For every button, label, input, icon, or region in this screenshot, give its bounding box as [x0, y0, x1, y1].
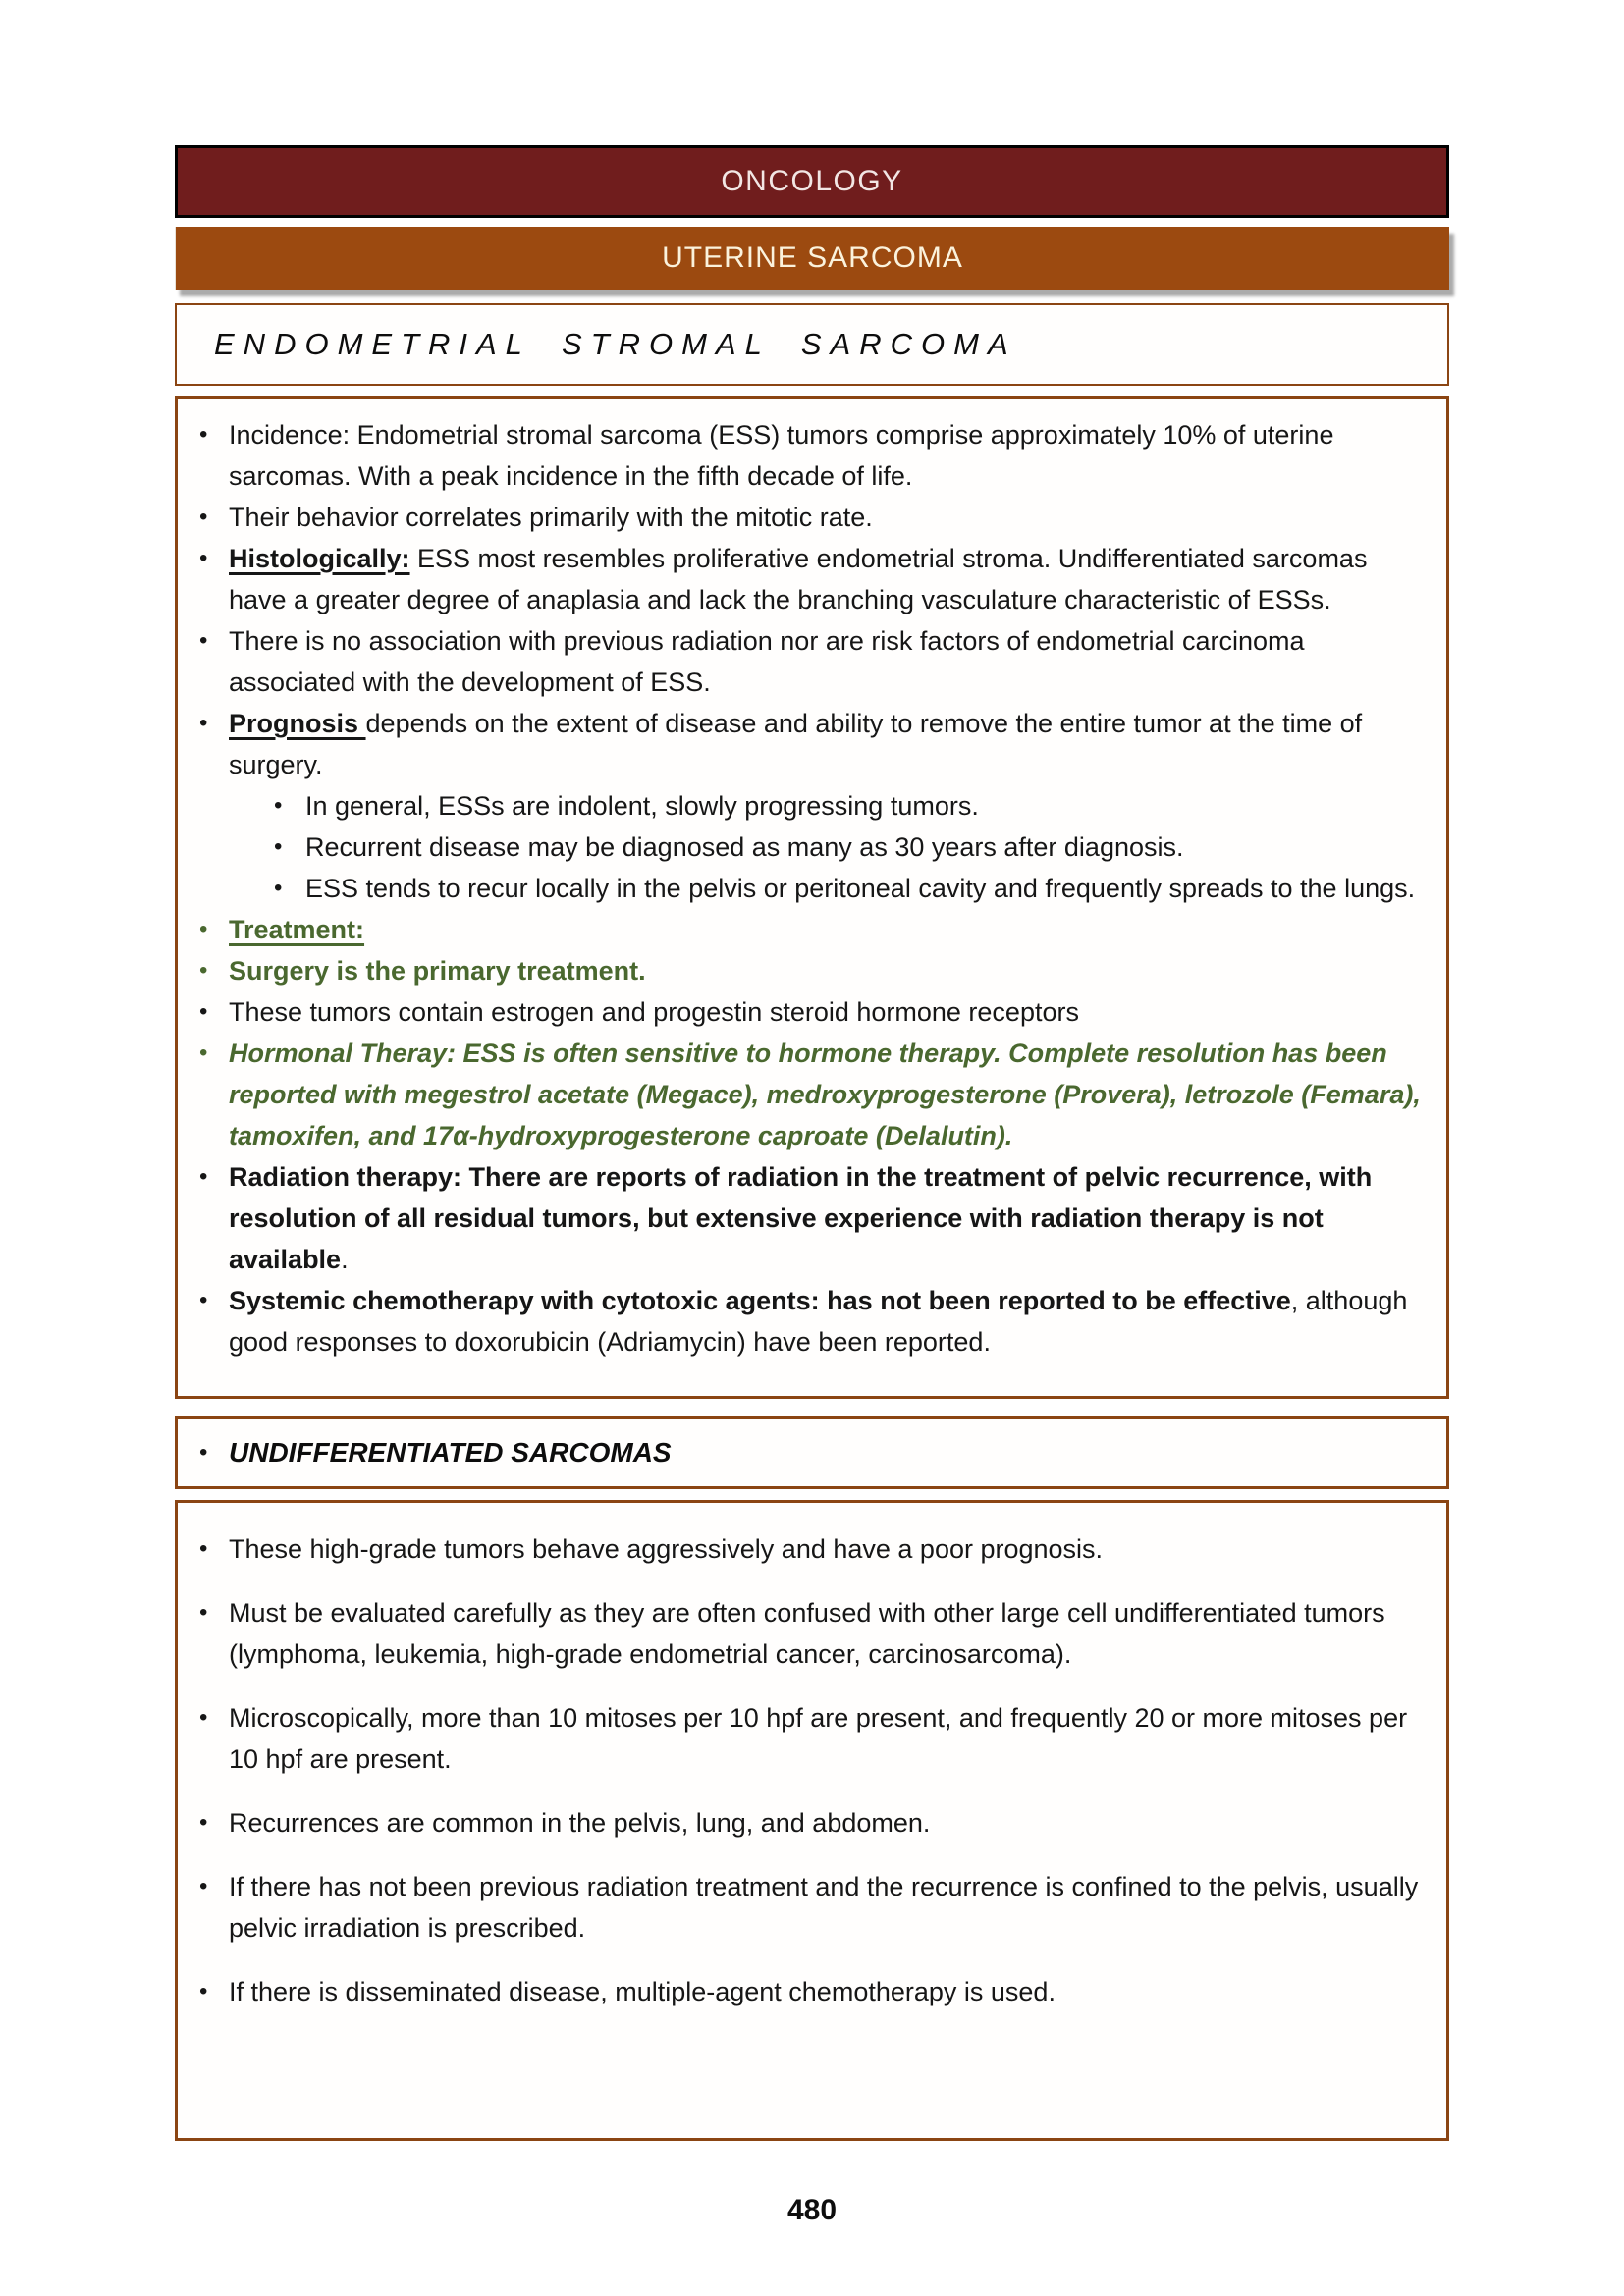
list-item — [178, 950, 1421, 991]
text-segment: These high-grade tumors behave aggressively and have a poor prognosis. — [229, 1534, 1104, 1564]
bullet-icon: • — [199, 545, 208, 571]
text-segment: In general, ESSs are indolent, slowly progressing tumors. — [305, 791, 979, 821]
text-segment: Hormonal Theray: ESS is often sensitive to hormone therapy. Complete resolution has been reported with megestrol acetate (Megace), medroxyprogesterone (Provera), letrozole (Femara), tamoxifen, and 17α-hydroxyprogesterone caproate (Delalutin). — [229, 1039, 1421, 1150]
list-item — [178, 785, 1421, 827]
bullet-icon: • — [199, 957, 208, 984]
bullet-icon: • — [199, 1704, 208, 1731]
bullet-icon: • — [199, 1978, 208, 2004]
bullet-icon: • — [274, 792, 283, 819]
text-segment: If there is disseminated disease, multiple-agent chemotherapy is used. — [229, 1977, 1056, 2006]
bullet-icon: • — [199, 1439, 208, 1466]
bullet-icon: • — [274, 875, 283, 901]
bullet-icon: • — [199, 1809, 208, 1836]
list-item — [178, 538, 1421, 620]
section-title-box — [175, 303, 1449, 386]
uterine-sarcoma-banner — [175, 227, 1449, 290]
text-segment: ESS tends to recur locally in the pelvis or peritoneal cavity and frequently spreads to the lungs. — [305, 874, 1416, 903]
list-item — [178, 868, 1421, 909]
ess-content-box — [175, 396, 1449, 1399]
text-segment: Systemic chemotherapy with cytotoxic agents: has not been reported to be effective — [229, 1286, 1291, 1315]
list-item — [178, 1697, 1421, 1780]
bullet-icon: • — [274, 833, 283, 860]
list-item — [178, 1033, 1421, 1156]
text-segment: Must be evaluated carefully as they are often confused with other large cell undifferentiated tumors (lymphoma, leukemia, high-grade endometrial cancer, carcinosarcoma). — [229, 1598, 1385, 1669]
text-segment: Microscopically, more than 10 mitoses per 10 hpf are present, and frequently 20 or more mitoses per 10 hpf are present. — [229, 1703, 1408, 1774]
bullet-icon: • — [199, 1163, 208, 1190]
list-item — [178, 909, 1421, 950]
page-number: 480 — [786, 2194, 838, 2226]
uterine-sarcoma-banner-label: UTERINE SARCOMA — [662, 241, 963, 274]
list-item — [178, 414, 1421, 497]
text-segment: UNDIFFERENTIATED SARCOMAS — [229, 1437, 672, 1468]
bullet-icon: • — [199, 916, 208, 942]
undifferentiated-bullet-list — [178, 1528, 1421, 2012]
text-segment: These tumors contain estrogen and progestin steroid hormone receptors — [229, 997, 1079, 1027]
text-segment: Histologically: — [229, 544, 410, 573]
list-item — [178, 703, 1421, 785]
text-segment: If there has not been previous radiation treatment and the recurrence is confined to the pelvis, usually pelvic irradiation is prescribed. — [229, 1872, 1419, 1943]
list-item — [178, 1866, 1421, 1949]
text-segment: Surgery is the primary treatment. — [229, 956, 646, 986]
page-content — [175, 0, 1449, 2141]
text-segment: There is no association with previous radiation nor are risk factors of endometrial carcinoma associated with the development of ESS. — [229, 626, 1305, 697]
bullet-icon: • — [199, 1873, 208, 1899]
text-segment: . — [341, 1245, 349, 1274]
bullet-icon: • — [199, 1535, 208, 1562]
list-item — [178, 1432, 1427, 1473]
text-segment: Treatment: — [229, 915, 365, 944]
bullet-icon: • — [199, 1287, 208, 1313]
undifferentiated-header-list — [178, 1432, 1427, 1473]
text-segment: Incidence: Endometrial stromal sarcoma (ESS) tumors comprise approximately 10% of uterine sarcomas. With a peak incidence in the fifth decade of life. — [229, 420, 1334, 491]
bullet-icon: • — [199, 710, 208, 736]
list-item — [178, 497, 1421, 538]
bullet-icon: • — [199, 504, 208, 530]
list-item — [178, 1802, 1421, 1843]
bullet-icon: • — [199, 627, 208, 654]
list-item — [178, 1528, 1421, 1570]
text-segment: Recurrent disease may be diagnosed as many as 30 years after diagnosis. — [305, 832, 1184, 862]
text-segment: Their behavior correlates primarily with the mitotic rate. — [229, 503, 873, 532]
list-item — [178, 1971, 1421, 2012]
undifferentiated-content-box — [175, 1500, 1449, 2141]
undifferentiated-header-box — [175, 1416, 1449, 1489]
section-title: ENDOMETRIAL STROMAL SARCOMA — [214, 327, 1017, 361]
bullet-icon: • — [199, 1599, 208, 1626]
bullet-icon: • — [199, 998, 208, 1025]
text-segment: Recurrences are common in the pelvis, lung, and abdomen. — [229, 1808, 931, 1838]
bullet-icon: • — [199, 1040, 208, 1066]
list-item — [178, 1156, 1421, 1280]
list-item — [178, 991, 1421, 1033]
list-item — [178, 1592, 1421, 1675]
list-item — [178, 620, 1421, 703]
text-segment: depends on the extent of disease and ability to remove the entire tumor at the time of surgery. — [229, 709, 1363, 779]
text-segment: Prognosis — [229, 709, 366, 738]
ess-bullet-list — [178, 414, 1421, 1362]
oncology-banner-label: ONCOLOGY — [721, 165, 903, 197]
list-item — [178, 1280, 1421, 1362]
list-item — [178, 827, 1421, 868]
bullet-icon: • — [199, 421, 208, 448]
oncology-banner — [175, 145, 1449, 218]
text-segment: Radiation therapy: There are reports of radiation in the treatment of pelvic recurrence, with resolution of all residual tumors, but extensive experience with radiation therapy is not available — [229, 1162, 1373, 1274]
text-segment: ESS most resembles proliferative endometrial stroma. Undifferentiated sarcomas have a greater degree of anaplasia and lack the branching vasculature characteristic of ESSs. — [229, 544, 1368, 614]
text-segment: , although good responses to doxorubicin (Adriamycin) have been reported. — [229, 1286, 1408, 1357]
